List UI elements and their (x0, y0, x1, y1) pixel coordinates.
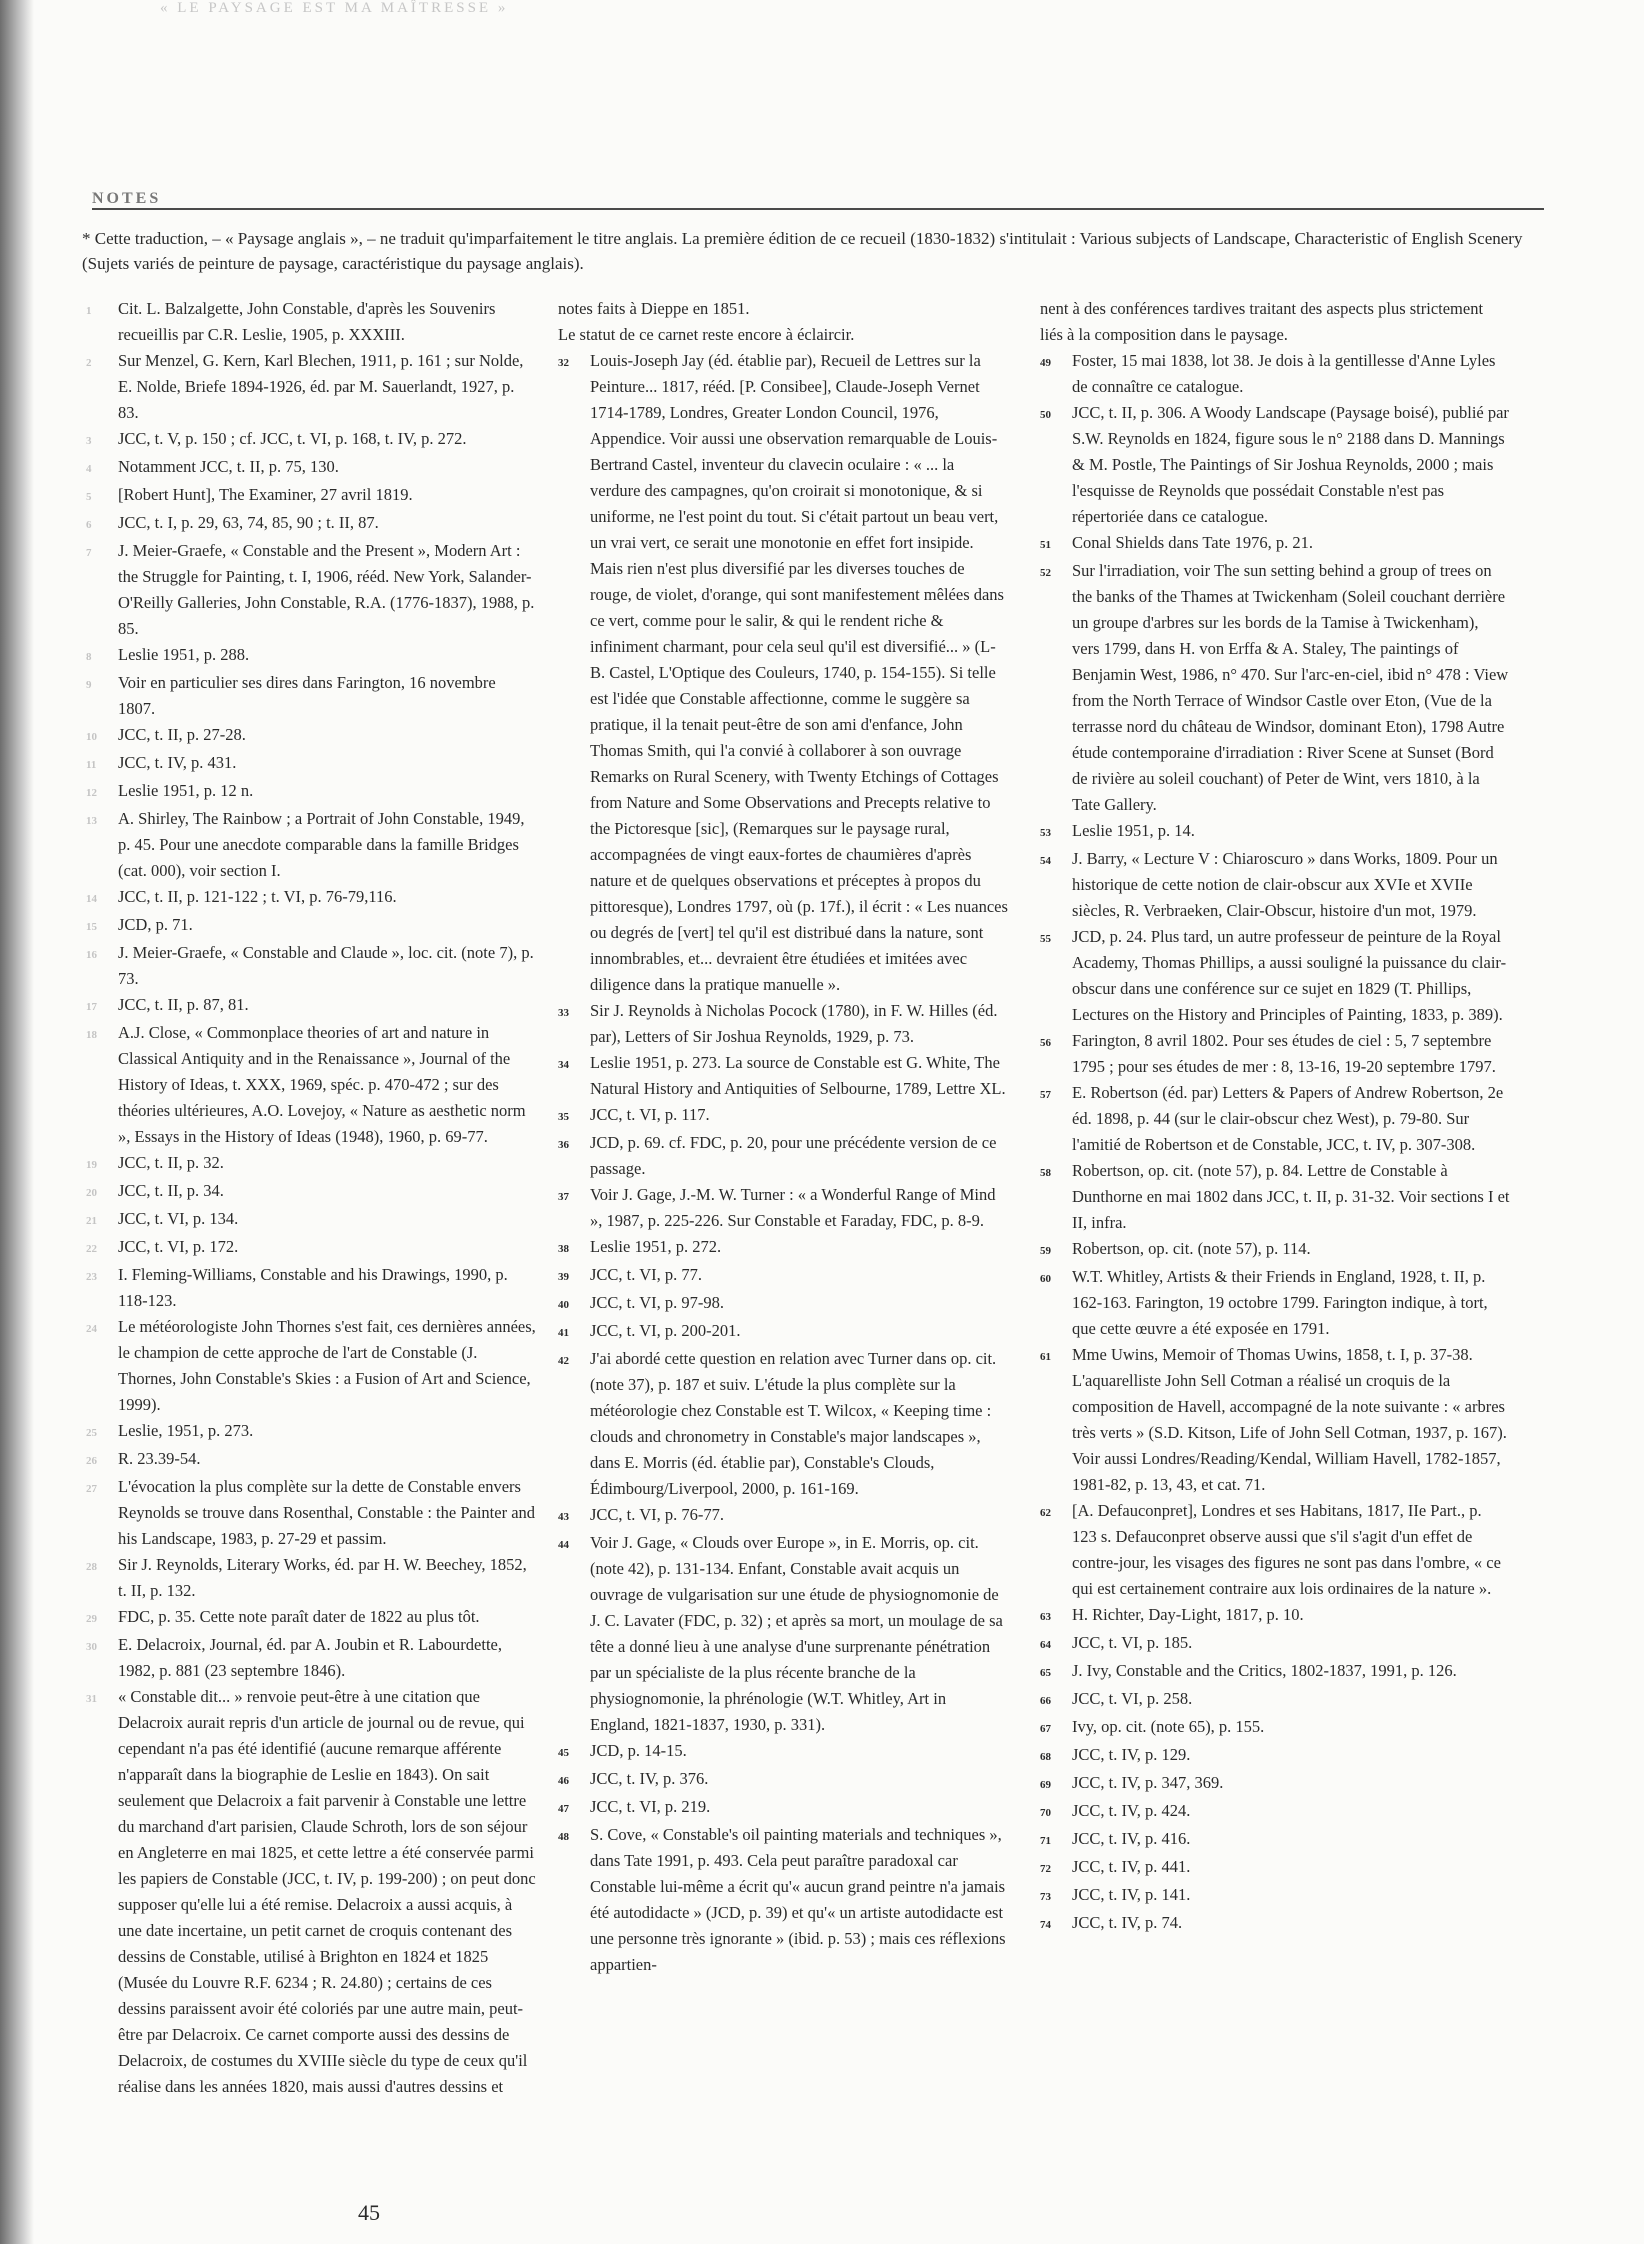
footnote-text: Leslie 1951, p. 273. La source de Constable est G. White, The Natural History and Antiquities of Selbourne, 1789, Lettre XL. (590, 1053, 1006, 1098)
footnote (86, 1632, 536, 1684)
footnote-number: 46 (558, 1775, 569, 1787)
footnote-number: 70 (1040, 1807, 1051, 1819)
footnote-text: Conal Shields dans Tate 1976, p. 21. (1072, 533, 1313, 552)
footnote-number: 11 (86, 759, 97, 771)
footnote (86, 1178, 536, 1206)
footnote-text: JCC, t. II, p. 306. A Woody Landscape (Paysage boisé), publié par S.W. Reynolds en 1824, figure sous le n° 2188 dans D. Mannings & M. Postle, The Paintings of Sir Joshua Reynolds, 2000 ; mais l'esquisse de Reynolds que possédait Constable n'est pas répertoriée dans ce catalogue. (1072, 403, 1509, 526)
footnote-text: JCC, t. II, p. 34. (118, 1181, 224, 1200)
footnote-text: Louis-Joseph Jay (éd. établie par), Recueil de Lettres sur la Peinture... 1817, rééd. [P. Consibee], Claude-Joseph Vernet 1714-1789, Londres, Greater London Council, 1976, Appendice. Voir aussi une observation remarquable de Louis-Bertrand Castel, inventeur du clavecin oculaire : « ... la verdure des campagnes, qu'on croirait si monotonique, & si uniforme, ne l'est point du tout. Si c'était partout un beau vert, un vrai vert, ce serait une monotonie en effet fort insipide. Mais rien n'est plus diversifié par les diverses touches de rouge, de violet, d'orange, qui sont manifestement mêlées dans ce vert, comme pour le salir, & qui le rendent riche & infiniment charmant, pour cela seul qu'il est diversifié... » (L-B. Castel, L'Optique des Couleurs, 1740, p. 154-155). Si telle est l'idée que Constable affectionne, comme le suggère sa pratique, il la tenait peut-être de son ami d'enfance, John Thomas Smith, qui l'a convié à collaborer à son ouvrage Remarks on Rural Scenery, with Twenty Etchings of Cottages from Nature and Some Observations and Precepts relative to the Pictoresque [sic], (Remarques sur le paysage rural, accompagnées de vingt eaux-fortes de chaumières d'après nature et de quelques observations et préceptes à propos du pittoresque), Londres 1797, où (p. 17f.), il écrit : « Les nuances ou degrés de [vert] tel qu'il est distribué dans la nature, sont innombrables, et... devraient être étudiées et imitées avec diligence dans la pratique manuelle ». (590, 351, 1008, 994)
footnote-number: 41 (558, 1327, 569, 1339)
footnote-number: 59 (1040, 1245, 1051, 1257)
footnote-number: 12 (86, 787, 97, 799)
footnote (86, 912, 536, 940)
footnote-number: 47 (558, 1803, 569, 1815)
footnote-number: 1 (86, 305, 92, 317)
footnote-number: 21 (86, 1215, 97, 1227)
footnote-number: 51 (1040, 539, 1051, 551)
footnote (86, 482, 536, 510)
footnote-number: 73 (1040, 1891, 1051, 1903)
footnote (1040, 1686, 1510, 1714)
footnote-text: JCC, t. VI, p. 258. (1072, 1689, 1193, 1708)
footnote-number: 43 (558, 1511, 569, 1523)
footnote (86, 806, 536, 884)
footnote-number: 61 (1040, 1351, 1051, 1363)
footnote-number: 37 (558, 1191, 569, 1203)
footnote (86, 722, 536, 750)
footnote (1040, 1826, 1510, 1854)
footnote (86, 940, 536, 992)
footnote (558, 998, 1008, 1050)
footnote-text: Leslie 1951, p. 12 n. (118, 781, 254, 800)
footnote (1040, 1854, 1510, 1882)
footnote (558, 1530, 1008, 1738)
footnote-number: 64 (1040, 1639, 1051, 1651)
footnote (1040, 846, 1510, 924)
footnote-number: 28 (86, 1561, 97, 1573)
footnote-number: 44 (558, 1539, 569, 1551)
footnote-number: 7 (86, 547, 92, 559)
footnote (86, 1474, 536, 1552)
footnote-text: Leslie 1951, p. 14. (1072, 821, 1195, 840)
footnote (558, 1290, 1008, 1318)
footnote (1040, 348, 1510, 400)
binding-shadow (0, 0, 34, 2244)
footnote (86, 884, 536, 912)
footnote-number: 17 (86, 1001, 97, 1013)
footnote-number: 55 (1040, 933, 1051, 945)
footnote (1040, 1770, 1510, 1798)
footnote-text: Notamment JCC, t. II, p. 75, 130. (118, 457, 339, 476)
footnote (86, 778, 536, 806)
footnote (86, 1552, 536, 1604)
footnote (558, 1738, 1008, 1766)
footnote-text: Voir en particulier ses dires dans Farington, 16 novembre 1807. (118, 673, 496, 718)
footnote (86, 1150, 536, 1178)
footnote-number: 39 (558, 1271, 569, 1283)
footnote (558, 1822, 1008, 1978)
footnote-number: 67 (1040, 1723, 1051, 1735)
footnote-text: Sur Menzel, G. Kern, Karl Blechen, 1911, p. 161 ; sur Nolde, E. Nolde, Briefe 1894-1926, éd. par M. Sauerlandt, 1927, p. 83. (118, 351, 524, 422)
footnote-number: 30 (86, 1641, 97, 1653)
footnote-number: 63 (1040, 1611, 1051, 1623)
footnote-number: 32 (558, 357, 569, 369)
footnote-text: FDC, p. 35. Cette note paraît dater de 1822 au plus tôt. (118, 1607, 480, 1626)
footnote-number: 23 (86, 1271, 97, 1283)
footnote-text: J. Meier-Graefe, « Constable and Claude », loc. cit. (note 7), p. 73. (118, 943, 534, 988)
footnote (86, 1684, 536, 2100)
footnote (1040, 558, 1510, 818)
footnote (1040, 1028, 1510, 1080)
footnote-text: JCD, p. 24. Plus tard, un autre professeur de peinture de la Royal Academy, Thomas Phillips, a aussi souligné la puissance du clair-obscur dans une conférence sur ce sujet en 1829 (T. Phillips, Lectures on the History and Principles of Painting, 1833, p. 389). (1072, 927, 1507, 1024)
footnote (86, 1020, 536, 1150)
footnote-number: 13 (86, 815, 97, 827)
footnote (86, 538, 536, 642)
footnote-number: 35 (558, 1111, 569, 1123)
footnote-text: JCC, t. VI, p. 172. (118, 1237, 239, 1256)
footnote-text: Foster, 15 mai 1838, lot 38. Je dois à la gentillesse d'Anne Lyles de connaître ce catalogue. (1072, 351, 1496, 396)
notes-column-2 (558, 296, 1008, 1978)
footnote-number: 36 (558, 1139, 569, 1151)
footnote-number: 49 (1040, 357, 1051, 369)
footnote (1040, 1602, 1510, 1630)
footnote (1040, 1236, 1510, 1264)
footnote (1040, 1342, 1510, 1498)
footnote-number: 50 (1040, 409, 1051, 421)
footnote-number: 48 (558, 1831, 569, 1843)
footnote-text: JCC, t. IV, p. 129. (1072, 1745, 1191, 1764)
continuation-paragraph: nent à des conférences tardives traitant des aspects plus strictement liés à la composition dans le paysage. (1040, 299, 1484, 344)
footnote-text: JCC, t. IV, p. 424. (1072, 1801, 1191, 1820)
footnote-text: J. Barry, « Lecture V : Chiaroscuro » dans Works, 1809. Pour un historique de cette notion de clair-obscur aux XVIe et XVIIe siècles, R. Verbraeken, Clair-Obscur, histoire d'un mot, 1979. (1072, 849, 1498, 920)
footnote-number: 56 (1040, 1037, 1051, 1049)
footnote-text: A.J. Close, « Commonplace theories of art and nature in Classical Antiquity and in the Renaissance », Journal of the History of Ideas, t. XXX, 1969, spéc. p. 470-472 ; sur des théories ultérieures, A.O. Lovejoy, « Nature as aesthetic norm », Essays in the History of Ideas (1948), 1960, p. 69-77. (118, 1023, 526, 1146)
footnote-number: 5 (86, 491, 92, 503)
footnote-text: Sur l'irradiation, voir The sun setting behind a group of trees on the banks of the Thames at Twickenham (Soleil couchant derrière un groupe d'arbres sur les bords de la Tamise à Twickenham), vers 1799, dans H. von Erffa & A. Staley, The paintings of Benjamin West, 1986, n° 470. Sur l'arc-en-ciel, ibid n° 478 : View from the North Terrace of Windsor Castle over Eton, (Vue de la terrasse nord du château de Windsor, dominant Eton), 1798 Autre étude contemporaine d'irradiation : River Scene at Sunset (Bord de rivière au soleil couchant) of Peter de Wint, vers 1810, à la Tate Gallery. (1072, 561, 1509, 814)
footnote-number: 33 (558, 1007, 569, 1019)
footnote (558, 1182, 1008, 1234)
footnote-text: Leslie, 1951, p. 273. (118, 1421, 254, 1440)
continuation-paragraph: notes faits à Dieppe en 1851. (558, 299, 750, 318)
footnote-number: 16 (86, 949, 97, 961)
footnote-number: 38 (558, 1243, 569, 1255)
footnote-text: JCC, t. II, p. 32. (118, 1153, 224, 1172)
page-number: 45 (358, 2200, 380, 2225)
footnote (86, 1418, 536, 1446)
footnote (558, 1766, 1008, 1794)
continuation-paragraph: Le statut de ce carnet reste encore à éclaircir. (558, 325, 855, 344)
footnote (86, 454, 536, 482)
footnote-text: JCC, t. VI, p. 97-98. (590, 1293, 724, 1312)
footnote (86, 1234, 536, 1262)
footnote (1040, 818, 1510, 846)
footnote-number: 71 (1040, 1835, 1051, 1847)
footnote (86, 296, 536, 348)
footnote-number: 68 (1040, 1751, 1051, 1763)
footnote-text: Cit. L. Balzalgette, John Constable, d'après les Souvenirs recueillis par C.R. Leslie, 1905, p. XXXIII. (118, 299, 496, 344)
footnote-text: JCC, t. V, p. 150 ; cf. JCC, t. VI, p. 168, t. IV, p. 272. (118, 429, 467, 448)
footnote-text: [Robert Hunt], The Examiner, 27 avril 1819. (118, 485, 413, 504)
footnote-number: 34 (558, 1059, 569, 1071)
footnote (86, 1206, 536, 1234)
footnote-text: JCC, t. IV, p. 141. (1072, 1885, 1191, 1904)
footnote-number: 4 (86, 463, 92, 475)
footnote-number: 54 (1040, 855, 1051, 867)
footnote-number: 29 (86, 1613, 97, 1625)
footnote (1040, 1630, 1510, 1658)
footnote-number: 19 (86, 1159, 97, 1171)
footnote-number: 24 (86, 1323, 97, 1335)
footnote-text: « Constable dit... » renvoie peut-être à une citation que Delacroix aurait repris d'un article de journal ou de revue, qui cependant n'a pas été identifié (aucune remarque afférente n'apparaît dans la biographie de Leslie en 1843). On sait seulement que Delacroix a fait parvenir à Constable une lettre du marchand d'art parisien, Claude Schroth, lors de son séjour en Angleterre en mai 1825, et cette lettre a été conservée parmi les papiers de Constable (JCC, t. IV, p. 199-200) ; on peut donc supposer qu'elle lui a été remise. Delacroix a aussi acquis, à une date incertaine, un petit carnet de croquis contenant des dessins de Constable, utilisé à Brighton en 1824 et 1825 (Musée du Louvre R.F. 6234 ; R. 24.80) ; certains de ces dessins paraissent avoir été coloriés par une autre main, peut-être par Delacroix. Ce carnet comporte aussi des dessins de Delacroix, de costumes du XVIIIe siècle du type de ceux qu'il réalise dans les années 1820, mais aussi d'autres dessins et (118, 1687, 536, 2096)
footnote-number: 45 (558, 1747, 569, 1759)
footnote-number: 65 (1040, 1667, 1051, 1679)
footnote-text: JCC, t. VI, p. 134. (118, 1209, 239, 1228)
footnote-text: Sir J. Reynolds, Literary Works, éd. par H. W. Beechey, 1852, t. II, p. 132. (118, 1555, 527, 1600)
footnote (558, 1050, 1008, 1102)
footnote (86, 1314, 536, 1418)
footnote-text: J. Meier-Graefe, « Constable and the Present », Modern Art : the Struggle for Painting, t. I, 1906, rééd. New York, Salander-O'Reilly Galleries, John Constable, R.A. (1776-1837), 1988, p. 85. (118, 541, 535, 638)
footnote-text: W.T. Whitley, Artists & their Friends in England, 1928, t. II, p. 162-163. Farington, 19 octobre 1799. Farington indique, à tort, que cette œuvre a été exposée en 1791. (1072, 1267, 1488, 1338)
footnote-number: 6 (86, 519, 92, 531)
footnote (86, 750, 536, 778)
footnote-number: 52 (1040, 567, 1051, 579)
footnote-text: JCC, t. VI, p. 76-77. (590, 1505, 724, 1524)
footnote (1040, 1742, 1510, 1770)
footnote (86, 348, 536, 426)
footnote-text: Le météorologiste John Thornes s'est fait, ces dernières années, le champion de cette approche de l'art de Constable (J. Thornes, John Constable's Skies : a Fusion of Art and Science, 1999). (118, 1317, 536, 1414)
footnote-text: Voir J. Gage, « Clouds over Europe », in E. Morris, op. cit. (note 42), p. 131-134. Enfant, Constable avait acquis un ouvrage de vulgarisation sur une étude de physiognomonie de J. C. Lavater (FDC, p. 32) ; et après sa mort, un moulage de sa tête a donné lieu à une analyse d'une surprenante pénétration par un spécialiste de la plus récente branche de la physiognomonie, la phrénologie (W.T. Whitley, Art in England, 1821-1837, 1930, p. 331). (590, 1533, 1003, 1734)
running-head: « LE PAYSAGE EST MA MAÎTRESSE » (160, 0, 509, 16)
footnote-text: JCC, t. II, p. 27-28. (118, 725, 246, 744)
footnote-text: E. Delacroix, Journal, éd. par A. Joubin et R. Labourdette, 1982, p. 881 (23 septembre 1846). (118, 1635, 502, 1680)
footnote-text: Leslie 1951, p. 272. (590, 1237, 722, 1256)
footnote-text: Ivy, op. cit. (note 65), p. 155. (1072, 1717, 1265, 1736)
footnote-text: A. Shirley, The Rainbow ; a Portrait of John Constable, 1949, p. 45. Pour une anecdote comparable dans la famille Bridges (cat. 000), voir section I. (118, 809, 525, 880)
footnote-text: J. Ivy, Constable and the Critics, 1802-1837, 1991, p. 126. (1072, 1661, 1457, 1680)
footnote-text: E. Robertson (éd. par) Letters & Papers of Andrew Robertson, 2e éd. 1898, p. 44 (sur le clair-obscur chez West), p. 79-80. Sur l'amitié de Robertson et de Constable, JCC, t. IV, p. 307-308. (1072, 1083, 1504, 1154)
footnote (86, 510, 536, 538)
footnote (1040, 1714, 1510, 1742)
notes-column-3 (1040, 296, 1510, 1938)
footnote (1040, 1498, 1510, 1602)
footnote-text: JCC, t. IV, p. 376. (590, 1769, 709, 1788)
footnote-text: JCC, t. VI, p. 200-201. (590, 1321, 741, 1340)
footnote (1040, 1158, 1510, 1236)
footnote-text: JCC, t. VI, p. 77. (590, 1265, 703, 1284)
footnote (558, 348, 1008, 998)
notes-column-1 (86, 296, 536, 2100)
footnote-number: 53 (1040, 827, 1051, 839)
footnote (1040, 924, 1510, 1028)
footnote-number: 42 (558, 1355, 569, 1367)
footnote (1040, 1798, 1510, 1826)
footnote (86, 992, 536, 1020)
footnote-number: 3 (86, 435, 92, 447)
footnote-text: Mme Uwins, Memoir of Thomas Uwins, 1858, t. I, p. 37-38. L'aquarelliste John Sell Cotman a réalisé un croquis de la composition de Havell, accompagné de la note suivante : « arbres très verts » (S.D. Kitson, Life of John Sell Cotman, 1937, p. 167). Voir aussi Londres/Reading/Kendal, William Havell, 1782-1857, 1981-82, p. 13, 43, et cat. 71. (1072, 1345, 1507, 1494)
footnote (558, 1346, 1008, 1502)
footnote-text: Sir J. Reynolds à Nicholas Pocock (1780), in F. W. Hilles (éd. par), Letters of Sir Joshua Reynolds, 1929, p. 73. (590, 1001, 998, 1046)
footnote-number: 66 (1040, 1695, 1051, 1707)
footnote-text: S. Cove, « Constable's oil painting materials and techniques », dans Tate 1991, p. 493. Cela peut paraître paradoxal car Constable lui-même a écrit qu'« aucun grand peintre n'a jamais été autodidacte » (JCD, p. 39) et qu'« un artiste autodidacte est une personne très ignorante » (ibid. p. 53) ; mais ces réflexions appartien- (590, 1825, 1006, 1974)
footnote (86, 426, 536, 454)
footnote-text: JCC, t. II, p. 121-122 ; t. VI, p. 76-79,116. (118, 887, 397, 906)
footnote (558, 1234, 1008, 1262)
footnote-number: 25 (86, 1427, 97, 1439)
footnote (1040, 1658, 1510, 1686)
footnote (1040, 1910, 1510, 1938)
footnote-text: Robertson, op. cit. (note 57), p. 84. Lettre de Constable à Dunthorne en mai 1802 dans JCC, t. II, p. 31-32. Voir sections I et II, infra. (1072, 1161, 1510, 1232)
footnote-text: JCD, p. 69. cf. FDC, p. 20, pour une précédente version de ce passage. (590, 1133, 997, 1178)
footnote-number: 31 (86, 1693, 97, 1705)
footnote-text: JCC, t. IV, p. 347, 369. (1072, 1773, 1224, 1792)
footnote (86, 1446, 536, 1474)
footnote (558, 1318, 1008, 1346)
section-title: NOTES (92, 190, 162, 207)
footnote-text: JCD, p. 71. (118, 915, 193, 934)
footnote-text: JCC, t. IV, p. 74. (1072, 1913, 1183, 1932)
footnote-number: 9 (86, 679, 92, 691)
footnote-number: 62 (1040, 1507, 1051, 1519)
footnote-number: 57 (1040, 1089, 1051, 1101)
footnote-number: 10 (86, 731, 97, 743)
footnote (558, 1502, 1008, 1530)
footnote (1040, 1882, 1510, 1910)
footnote-number: 74 (1040, 1919, 1051, 1931)
footnote (86, 670, 536, 722)
footnote (86, 1604, 536, 1632)
footnote-number: 18 (86, 1029, 97, 1041)
footnote-text: JCD, p. 14-15. (590, 1741, 687, 1760)
footnote-text: R. 23.39-54. (118, 1449, 201, 1468)
footnote-text: L'évocation la plus complète sur la dette de Constable envers Reynolds se trouve dans Rosenthal, Constable : the Painter and his Landscape, 1983, p. 27-29 et passim. (118, 1477, 536, 1548)
footnote-text: JCC, t. I, p. 29, 63, 74, 85, 90 ; t. II, 87. (118, 513, 379, 532)
section-rule (92, 208, 1544, 210)
footnote-number: 69 (1040, 1779, 1051, 1791)
footnote (1040, 400, 1510, 530)
footnote-number: 58 (1040, 1167, 1051, 1179)
footnote-text: JCC, t. IV, p. 441. (1072, 1857, 1191, 1876)
footnote-text: H. Richter, Day-Light, 1817, p. 10. (1072, 1605, 1304, 1624)
footnote-number: 8 (86, 651, 92, 663)
footnote-text: JCC, t. IV, p. 431. (118, 753, 237, 772)
footnote-number: 14 (86, 893, 97, 905)
footnote (558, 1262, 1008, 1290)
footnote-number: 20 (86, 1187, 97, 1199)
footnote-text: Farington, 8 avril 1802. Pour ses études de ciel : 5, 7 septembre 1795 ; pour ses études de mer : 8, 13-16, 19-20 septembre 1797. (1072, 1031, 1496, 1076)
footnote-number: 22 (86, 1243, 97, 1255)
footnote-text: J'ai abordé cette question en relation avec Turner dans op. cit. (note 37), p. 187 et suiv. L'étude la plus complète sur la météorologie chez Constable est T. Wilcox, « Keeping time : clouds and chronometry in Constable's major landscapes », dans E. Morris (éd. établie par), Constable's Clouds, Édimbourg/Liverpool, 2000, p. 161-169. (590, 1349, 997, 1498)
footnote-text: JCC, t. IV, p. 416. (1072, 1829, 1191, 1848)
footnote-text: JCC, t. VI, p. 185. (1072, 1633, 1193, 1652)
footnote (558, 1130, 1008, 1182)
footnote (1040, 530, 1510, 558)
footnote (1040, 1080, 1510, 1158)
intro-note: * Cette traduction, – « Paysage anglais », – ne traduit qu'imparfaitement le titre anglais. La première édition de ce recueil (1830-1832) s'intitulait : Various subjects of Landscape, Characteristic of English Scenery (Sujets variés de peinture de paysage, caractéristique du paysage anglais). (82, 229, 1523, 273)
footnote (86, 1262, 536, 1314)
footnote (558, 1794, 1008, 1822)
footnote-text: Robertson, op. cit. (note 57), p. 114. (1072, 1239, 1311, 1258)
footnote-number: 2 (86, 357, 92, 369)
footnote-text: JCC, t. VI, p. 117. (590, 1105, 710, 1124)
footnote (1040, 1264, 1510, 1342)
footnote-text: JCC, t. II, p. 87, 81. (118, 995, 249, 1014)
footnote-number: 60 (1040, 1273, 1051, 1285)
footnote-text: JCC, t. VI, p. 219. (590, 1797, 711, 1816)
footnote-number: 40 (558, 1299, 569, 1311)
footnote-number: 27 (86, 1483, 97, 1495)
footnote-number: 26 (86, 1455, 97, 1467)
footnote-number: 72 (1040, 1863, 1051, 1875)
footnote-text: Leslie 1951, p. 288. (118, 645, 250, 664)
footnote-text: [A. Defauconpret], Londres et ses Habitans, 1817, IIe Part., p. 123 s. Defauconpret observe aussi que s'il s'agit d'un effet de contre-jour, les visages des figures ne sont pas dans l'ombre, « ce qui est certainement contraire aux lois ordinaires de la nature ». (1072, 1501, 1501, 1598)
footnote-text: Voir J. Gage, J.-M. W. Turner : « a Wonderful Range of Mind », 1987, p. 225-226. Sur Constable et Faraday, FDC, p. 8-9. (590, 1185, 996, 1230)
footnote-number: 15 (86, 921, 97, 933)
footnote-text: I. Fleming-Williams, Constable and his Drawings, 1990, p. 118-123. (118, 1265, 508, 1310)
footnote (86, 642, 536, 670)
footnote (558, 1102, 1008, 1130)
